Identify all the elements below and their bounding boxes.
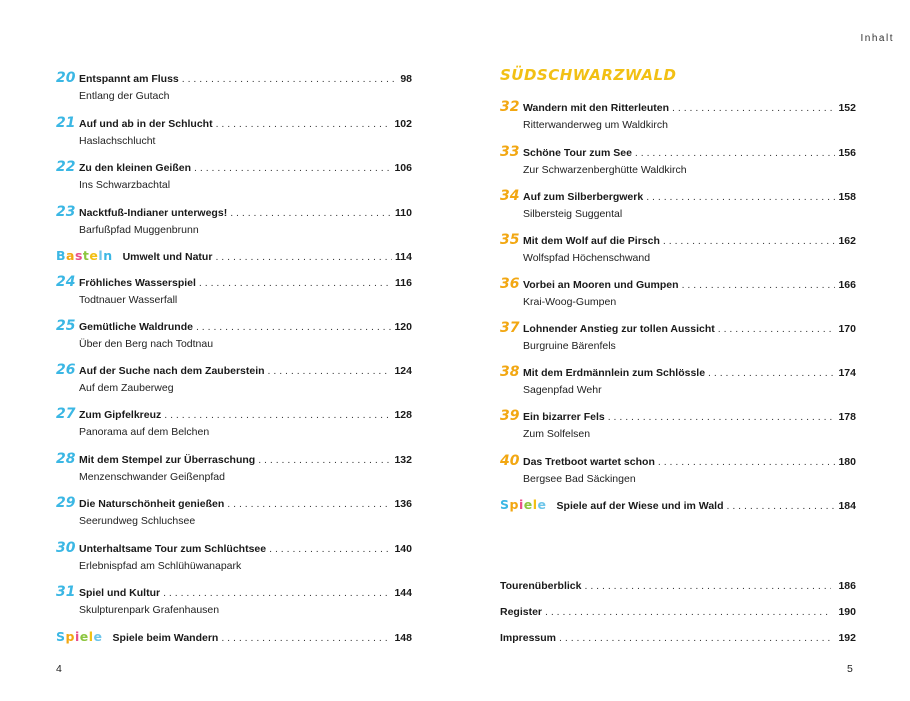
- toc-entry[interactable]: [500, 408, 856, 442]
- toc-entry[interactable]: [56, 495, 412, 529]
- page-ref: 152: [838, 102, 856, 114]
- toc-entry[interactable]: [56, 318, 412, 352]
- tour-subtitle: Entlang der Gutach: [79, 90, 170, 102]
- tour-number: 29: [56, 495, 76, 511]
- tour-title: Mit dem Erdmännlein zum Schlössle: [523, 367, 706, 379]
- page-ref: 114: [395, 251, 412, 263]
- tour-subtitle: Ritterwanderweg um Waldkirch: [523, 119, 668, 131]
- tour-number: 31: [56, 584, 76, 600]
- page-ref: 180: [838, 456, 856, 468]
- tour-number: 37: [500, 320, 520, 336]
- tour-title: Mit dem Stempel zur Überraschung: [79, 454, 256, 466]
- page-number-right: 5: [847, 663, 853, 675]
- tour-subtitle: Barfußpfad Muggenbrunn: [79, 224, 199, 236]
- page-ref: 190: [838, 606, 856, 618]
- toc-entry-row: [56, 70, 412, 88]
- page-ref: 156: [838, 147, 856, 159]
- page-ref: 170: [838, 323, 856, 335]
- tour-title: Auf der Suche nach dem Zauberstein: [79, 365, 265, 377]
- tour-subtitle: Panorama auf dem Belchen: [79, 426, 210, 438]
- toc-entry-row: [56, 584, 412, 602]
- page-ref: 98: [400, 73, 412, 85]
- toc-entry-row: [56, 451, 412, 469]
- tour-title: Entspannt am Fluss: [79, 73, 179, 85]
- page-ref: 192: [838, 632, 856, 644]
- tour-subtitle: Seerundweg Schluchsee: [79, 515, 196, 527]
- tour-subtitle: Zur Schwarzenberghütte Waldkirch: [523, 164, 687, 176]
- page-ref: 106: [394, 162, 412, 174]
- dot-leader: [663, 235, 836, 247]
- toc-entry[interactable]: [500, 232, 856, 266]
- running-header: Inhalt: [860, 33, 894, 44]
- appendix-entry[interactable]: [500, 606, 856, 624]
- tour-title: Lohnender Anstieg zur tollen Aussicht: [523, 323, 715, 335]
- dot-leader: [269, 543, 391, 555]
- tour-title: Zu den kleinen Geißen: [79, 162, 192, 174]
- tour-number: 40: [500, 453, 520, 469]
- tour-subtitle: Bergsee Bad Säckingen: [523, 473, 636, 485]
- dot-leader: [727, 500, 836, 512]
- toc-entry[interactable]: [56, 451, 412, 485]
- appendix-title: Tourenüberblick: [500, 580, 582, 592]
- toc-entry[interactable]: [500, 320, 856, 354]
- toc-entry-row: [500, 364, 856, 382]
- tour-number: 28: [56, 451, 76, 467]
- tour-number: 20: [56, 70, 76, 86]
- toc-entry[interactable]: [56, 204, 412, 238]
- page-ref: 178: [838, 411, 856, 423]
- page-ref: 128: [394, 409, 412, 421]
- tour-number: 27: [56, 406, 76, 422]
- dot-leader: [221, 632, 391, 644]
- tour-title: Fröhliches Wasserspiel: [79, 277, 196, 289]
- page-ref: 124: [394, 365, 412, 377]
- toc-entry[interactable]: [56, 159, 412, 193]
- toc-entry[interactable]: [56, 274, 412, 308]
- page-ref: 110: [395, 207, 412, 219]
- toc-entry[interactable]: [500, 453, 856, 487]
- appendix-entry[interactable]: [500, 580, 856, 598]
- dot-leader: [635, 147, 836, 159]
- tour-subtitle: Ins Schwarzbachtal: [79, 179, 171, 191]
- toc-entry-row: [56, 159, 412, 177]
- page-ref: 148: [394, 632, 412, 644]
- tour-number: 25: [56, 318, 76, 334]
- toc-entry-row: [56, 495, 412, 513]
- dot-leader: [182, 73, 398, 85]
- tour-number: 32: [500, 99, 520, 115]
- tour-subtitle: Silbersteig Suggental: [523, 208, 623, 220]
- toc-entry-row: [56, 629, 412, 647]
- toc-special-entry[interactable]: [500, 497, 856, 515]
- tour-subtitle: Menzenschwander Geißenpfad: [79, 471, 225, 483]
- dot-leader: [708, 367, 835, 379]
- appendix-title: Impressum: [500, 632, 557, 644]
- tour-number: 30: [56, 540, 76, 556]
- tour-subtitle: Burgruine Bärenfels: [523, 340, 616, 352]
- dot-leader: [163, 587, 391, 599]
- toc-entry[interactable]: [56, 70, 412, 104]
- tour-title: Das Tretboot wartet schon: [523, 456, 655, 468]
- tour-subtitle: Todtnauer Wasserfall: [79, 294, 178, 306]
- tour-title: Auf zum Silberbergwerk: [523, 191, 644, 203]
- tour-number: 36: [500, 276, 520, 292]
- toc-special-entry[interactable]: [56, 248, 412, 266]
- dot-leader: [559, 632, 831, 644]
- tour-title: Schöne Tour zum See: [523, 147, 632, 159]
- toc-entry[interactable]: [56, 584, 412, 618]
- dot-leader: [672, 102, 835, 114]
- tour-title: Nacktfuß-Indianer unterwegs!: [79, 207, 228, 219]
- toc-entry-row: [500, 276, 856, 294]
- tour-title: Ein bizarrer Fels: [523, 411, 605, 423]
- toc-entry-row: [500, 188, 856, 206]
- toc-entry-row: [56, 204, 412, 222]
- tour-title: Die Naturschönheit genießen: [79, 498, 225, 510]
- tour-number: 26: [56, 362, 76, 378]
- special-label: Basteln: [56, 248, 113, 263]
- tour-subtitle: Zum Solfelsen: [523, 428, 591, 440]
- page-ref: 166: [838, 279, 856, 291]
- dot-leader: [227, 498, 391, 510]
- tour-number: 22: [56, 159, 76, 175]
- dot-leader: [608, 411, 836, 423]
- page-ref: 116: [395, 277, 412, 289]
- page-ref: 140: [394, 543, 412, 555]
- special-title: Umwelt und Natur: [122, 251, 213, 263]
- page-ref: 174: [838, 367, 856, 379]
- tour-title: Wandern mit den Ritterleuten: [523, 102, 670, 114]
- dot-leader: [215, 251, 392, 263]
- dot-leader: [545, 606, 831, 618]
- appendix-entry[interactable]: [500, 632, 856, 650]
- toc-entry-row: [500, 99, 856, 117]
- dot-leader: [258, 454, 391, 466]
- dot-leader: [646, 191, 835, 203]
- tour-number: 34: [500, 188, 520, 204]
- toc-entry-row: [500, 232, 856, 250]
- toc-entry-row: [56, 362, 412, 380]
- toc-special-entry[interactable]: [56, 629, 412, 647]
- dot-leader: [164, 409, 391, 421]
- page-ref: 162: [838, 235, 856, 247]
- toc-entry[interactable]: [500, 144, 856, 178]
- page-ref: 186: [838, 580, 856, 592]
- dot-leader: [230, 207, 392, 219]
- toc-entry[interactable]: [500, 99, 856, 133]
- dot-leader: [199, 277, 392, 289]
- tour-subtitle: Skulpturenpark Grafenhausen: [79, 604, 220, 616]
- tour-subtitle: Auf dem Zauberweg: [79, 382, 174, 394]
- tour-number: 21: [56, 115, 76, 131]
- page-ref: 158: [838, 191, 856, 203]
- tour-number: 24: [56, 274, 76, 290]
- toc-entry[interactable]: [56, 115, 412, 149]
- toc-entry-row: [56, 406, 412, 424]
- tour-subtitle: Wolfspfad Höchenschwand: [523, 252, 651, 264]
- tour-title: Gemütliche Waldrunde: [79, 321, 193, 333]
- tour-number: 33: [500, 144, 520, 160]
- tour-title: Auf und ab in der Schlucht: [79, 118, 213, 130]
- tour-subtitle: Erlebnispfad am Schlühüwanapark: [79, 560, 242, 572]
- toc-entry-row: [500, 453, 856, 471]
- tour-number: 23: [56, 204, 76, 220]
- toc-entry[interactable]: [56, 540, 412, 574]
- toc-entry[interactable]: [56, 362, 412, 396]
- tour-subtitle: Sagenpfad Wehr: [523, 384, 602, 396]
- tour-number: 38: [500, 364, 520, 380]
- tour-title: Zum Gipfelkreuz: [79, 409, 162, 421]
- dot-leader: [584, 580, 831, 592]
- toc-entry[interactable]: [56, 406, 412, 440]
- toc-entry[interactable]: [500, 276, 856, 310]
- toc-entry-row: [500, 408, 856, 426]
- special-title: Spiele beim Wandern: [112, 632, 219, 644]
- tour-title: Vorbei an Mooren und Gumpen: [523, 279, 679, 291]
- tour-subtitle: Krai-Woog-Gumpen: [523, 296, 617, 308]
- special-label: Spiele: [500, 497, 547, 512]
- dot-leader: [216, 118, 392, 130]
- toc-entry-row: [56, 248, 412, 266]
- dot-leader: [196, 321, 392, 333]
- toc-entry-row: [56, 115, 412, 133]
- appendix-title: Register: [500, 606, 543, 618]
- toc-entry-row: [500, 320, 856, 338]
- dot-leader: [718, 323, 836, 335]
- toc-entry-row: [500, 144, 856, 162]
- page-ref: 132: [394, 454, 412, 466]
- dot-leader: [682, 279, 836, 291]
- dot-leader: [194, 162, 391, 174]
- page-ref: 184: [838, 500, 856, 512]
- dot-leader: [268, 365, 392, 377]
- page-ref: 144: [394, 587, 412, 599]
- tour-title: Spiel und Kultur: [79, 587, 161, 599]
- special-label: Spiele: [56, 629, 103, 644]
- dot-leader: [658, 456, 836, 468]
- toc-entry[interactable]: [500, 364, 856, 398]
- tour-subtitle: Über den Berg nach Todtnau: [79, 338, 214, 350]
- toc-entry-row: [56, 274, 412, 292]
- toc-entry-row: [56, 540, 412, 558]
- tour-title: Unterhaltsame Tour zum Schlüchtsee: [79, 543, 267, 555]
- page-number-left: 4: [56, 663, 62, 675]
- section-title: SÜDSCHWARZWALD: [500, 66, 677, 84]
- toc-entry[interactable]: [500, 188, 856, 222]
- tour-subtitle: Haslachschlucht: [79, 135, 156, 147]
- toc-entry-row: [500, 497, 856, 515]
- tour-number: 35: [500, 232, 520, 248]
- toc-entry-row: [56, 318, 412, 336]
- tour-title: Mit dem Wolf auf die Pirsch: [523, 235, 660, 247]
- page-ref: 136: [394, 498, 412, 510]
- tour-number: 39: [500, 408, 520, 424]
- page-ref: 102: [394, 118, 412, 130]
- special-title: Spiele auf der Wiese und im Wald: [556, 500, 724, 512]
- page-ref: 120: [394, 321, 412, 333]
